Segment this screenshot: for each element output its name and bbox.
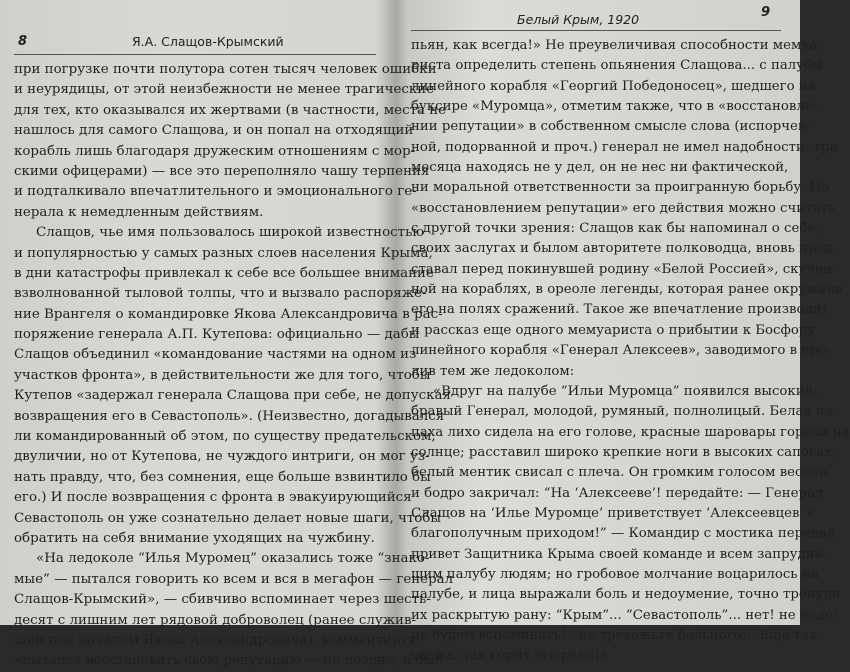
text-line: ли командированный об этом, по существу предательском, bbox=[14, 429, 436, 445]
text-line: лив тем же ледоколом: bbox=[411, 363, 575, 379]
text-line: с другой точки зрения: Слащов как бы напоминал о себе, bbox=[411, 221, 820, 237]
text-line: Слащов объединил «командование частями на одном из bbox=[14, 347, 417, 363]
text-line: Слащов, чье имя пользовалось широкой известностью bbox=[36, 225, 425, 241]
text-line: и неурядицы, от этой неизбежности не менее трагические bbox=[14, 82, 435, 98]
text-line: ной, подорванной и проч.) генерал не имел надобности: три bbox=[411, 139, 839, 155]
text-line: для тех, кто оказывался их жертвами (в частности, места не bbox=[14, 102, 447, 118]
right-page-text bbox=[411, 36, 850, 667]
text-line: солнце; расставил широко крепкие ноги в высоких сапогах, bbox=[411, 444, 836, 460]
text-line: нать правду, что, без сомнения, еще больше взвинтило бы bbox=[14, 469, 431, 485]
text-line: его.) И после возвращения с фронта в эвакуирующийся bbox=[14, 490, 412, 506]
text-line: Севастополь он уже сознательно делает новые шаги, чтобы bbox=[14, 510, 442, 526]
text-line: их раскрытую рану: “Крым”... “Севастополь”... нет! не надо! bbox=[411, 607, 839, 623]
text-line: «восстановлением репутации» его действия можно считать bbox=[411, 200, 836, 216]
text-line: благополучным приходом!” — Командир с мостика передал bbox=[411, 526, 836, 542]
text-line: и рассказ еще одного мемуариста о прибытии к Босфору bbox=[411, 322, 816, 338]
text-line: возвращения его в Севастополь». (Неизвестно, догадывался bbox=[14, 408, 445, 424]
text-line: линейного корабля «Георгий Победоносец», шедшего на bbox=[411, 78, 816, 94]
text-line: корабль лишь благодаря дружеским отношениям с мор- bbox=[14, 143, 416, 159]
text-line: и бодро закричал: “На ‘Алексееве’! передайте: — Генерал bbox=[411, 485, 824, 501]
text-line: скими офицерами) — все это переполняло чашу терпения bbox=[14, 163, 430, 179]
text-line: и популярностью у самых разных слоев населения Крыма, bbox=[14, 245, 433, 261]
text-line: Кутепов «задержал генерала Слащова при себе, не допуская bbox=[14, 388, 451, 404]
text-line: участков фронта», в действительности же для того, чтобы bbox=[14, 367, 431, 383]
text-line: месяца находясь не у дел, он не нес ни фактической, bbox=[411, 160, 789, 176]
left-header-rule bbox=[14, 54, 376, 55]
text-line: в дни катастрофы привлекал к себе все большее внимание bbox=[14, 265, 434, 281]
text-line: нашлось для самого Слащова, и он попал на отходящий bbox=[14, 123, 414, 139]
text-line: ставал перед покинувшей родину «Белой Россией», скучен- bbox=[411, 261, 837, 277]
text-line: нерала к немедленным действиям. bbox=[14, 204, 264, 220]
text-line: Слащов на ‘Илье Муромце’ приветствует ‘Алексеевцев’ с bbox=[411, 505, 816, 521]
text-line: при погрузке почти полутора сотен тысяч человек ошибки bbox=[14, 62, 437, 77]
text-line: «На ледоколе “Илья Муромец” оказались тоже “знако- bbox=[36, 551, 430, 567]
text-line: свежа, так горит его рана!» bbox=[411, 648, 608, 664]
text-line: ни моральной ответственности за проигранную борьбу. Но bbox=[411, 180, 830, 196]
text-line: его на полях сражений. Такое же впечатление производит bbox=[411, 302, 829, 318]
left-running-head: Я.А. Слащов-Крымский bbox=[132, 34, 284, 49]
text-line: ший под началом Якова Александровича), комментируя: bbox=[14, 632, 422, 648]
text-line: пьян, как всегда!» Не преувеличивая способности мемуа- bbox=[411, 38, 822, 53]
text-line: и подталкивало впечатлительного и эмоционального ге- bbox=[14, 184, 417, 200]
text-line: привет Защитника Крыма своей команде и всем запрудив- bbox=[411, 546, 827, 562]
right-page bbox=[405, 0, 850, 664]
text-line: линейного корабля «Генерал Алексеев», заводимого в про- bbox=[411, 343, 832, 359]
right-running-head: Белый Крым, 1920 bbox=[517, 12, 640, 27]
text-line: риста определить степень опьянения Слащова... с палубы bbox=[411, 58, 823, 74]
text-line: паха лихо сидела на его голове, красные шаровары горели на bbox=[411, 424, 850, 440]
text-line: ние Врангеля о командировке Якова Александровича в рас- bbox=[14, 306, 443, 322]
text-line: десят с лишним лет рядовой доброволец (ранее служив- bbox=[14, 612, 417, 628]
text-line: Слащов-Крымский», — сбивчиво вспоминает через шесть- bbox=[14, 592, 431, 608]
text-line: бравый Генерал, молодой, румяный, полнолицый. Белая па- bbox=[411, 404, 838, 420]
text-line: нии репутации» в собственном смысле слова (испорчен- bbox=[411, 119, 812, 135]
text-line: «Вдруг на палубе “Ильи Муромца” появился высокий, bbox=[433, 383, 818, 399]
text-line: поряжение генерала А.П. Кутепова: официально — дабы bbox=[14, 327, 420, 343]
text-line: обратить на себя внимание уходящих на чужбину. bbox=[14, 530, 375, 546]
text-line: белый ментик свисал с плеча. Он громким голосом весело bbox=[411, 465, 827, 481]
left-page-text bbox=[14, 60, 454, 672]
text-line: своих заслугах и былом авторитете полководца, вновь пред- bbox=[411, 241, 838, 257]
text-line: ной на кораблях, в ореоле легенды, которая ранее окружала bbox=[411, 282, 843, 298]
text-line: буксире «Муромца», отметим также, что в «восстановле- bbox=[411, 99, 818, 115]
text-line: палубе, и лица выражали боль и недоумение, точно тронули bbox=[411, 587, 841, 603]
text-line: шим палубу людям; но гробовое молчание воцарилось на bbox=[411, 566, 819, 582]
right-page-number: 9 bbox=[761, 5, 771, 20]
right-header-rule bbox=[411, 30, 781, 31]
text-line: не будем вспоминать!.. не тревожьте больного!.. Еще так bbox=[411, 627, 818, 643]
text-line: «пытался восстановить свою репутацию — но поздно; и был bbox=[14, 653, 444, 669]
text-line: взволнованной тыловой толпы, что и вызвало распоряже- bbox=[14, 286, 427, 302]
text-line: двуличии, но от Кутепова, не чуждого интриги, он мог уз- bbox=[14, 449, 430, 465]
left-page-number: 8 bbox=[18, 34, 28, 49]
text-line: мые” — пытался говорить ко всем и вся в мегафон — генерал bbox=[14, 571, 454, 587]
